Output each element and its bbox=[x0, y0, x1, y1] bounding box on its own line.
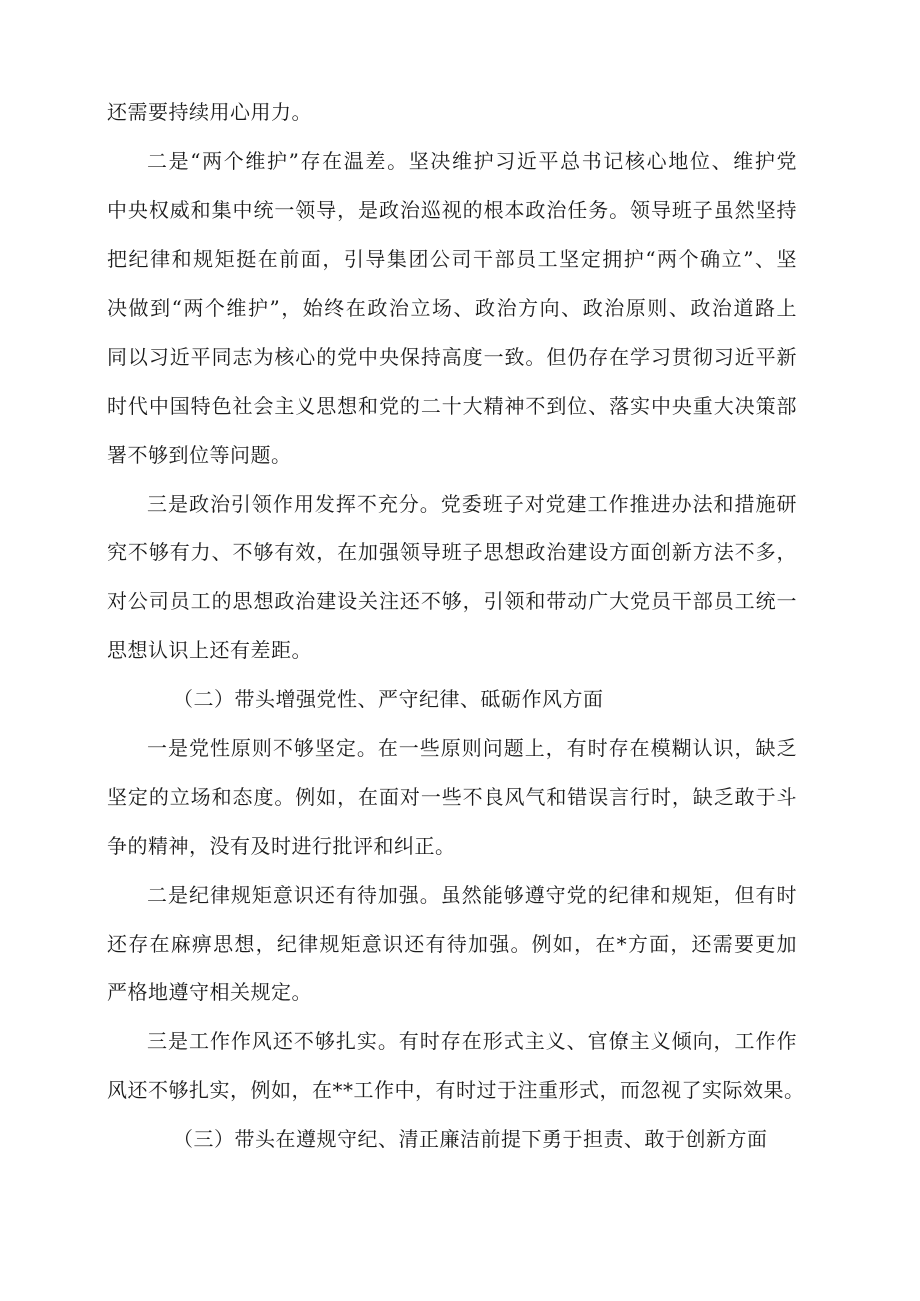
text-line: 中央权威和集中统一领导，是政治巡视的根本政治任务。领导班子虽然坚持 bbox=[107, 198, 797, 222]
text-line: 三是工作作风还不够扎实。有时存在形式主义、官僚主义倾向，工作作 bbox=[147, 1029, 797, 1053]
text-line: 同以习近平同志为核心的党中央保持高度一致。但仍存在学习贯彻习近平新 bbox=[107, 345, 797, 369]
text-line: 还存在麻痹思想，纪律规矩意识还有待加强。例如，在*方面，还需要更加 bbox=[107, 932, 797, 956]
text-line: 把纪律和规矩挺在前面，引导集团公司干部员工坚定拥护“两个确立”、坚 bbox=[107, 247, 797, 271]
text-line: 争的精神，没有及时进行批评和纠正。 bbox=[107, 834, 456, 858]
text-line: 风还不够扎实，例如，在**工作中，有时过于注重形式，而忽视了实际效果。 bbox=[107, 1078, 805, 1102]
section-heading: （三）带头在遵规守纪、清正廉洁前提下勇于担责、敢于创新方面 bbox=[173, 1127, 768, 1151]
text-line: 二是“两个维护”存在温差。坚决维护习近平总书记核心地位、维护党 bbox=[147, 149, 797, 173]
text-line: 时代中国特色社会主义思想和党的二十大精神不到位、落实中央重大决策部 bbox=[107, 394, 797, 418]
text-line: 三是政治引领作用发挥不充分。党委班子对党建工作推进办法和措施研 bbox=[147, 492, 797, 516]
text-line: 二是纪律规矩意识还有待加强。虽然能够遵守党的纪律和规矩，但有时 bbox=[147, 883, 797, 907]
text-line: 一是党性原则不够坚定。在一些原则问题上，有时存在模糊认识，缺乏 bbox=[147, 736, 797, 760]
text-line: 严格地遵守相关规定。 bbox=[107, 980, 312, 1004]
text-line: 决做到“两个维护”，始终在政治立场、政治方向、政治原则、政治道路上 bbox=[107, 296, 797, 320]
text-line: 对公司员工的思想政治建设关注还不够，引领和带动广大党员干部员工统一 bbox=[107, 589, 797, 613]
section-heading: （二）带头增强党性、严守纪律、砥砺作风方面 bbox=[173, 687, 604, 711]
text-line: 坚定的立场和态度。例如，在面对一些不良风气和错误言行时，缺乏敢于斗 bbox=[107, 785, 797, 809]
text-line: 还需要持续用心用力。 bbox=[107, 100, 312, 124]
text-line: 究不够有力、不够有效，在加强领导班子思想政治建设方面创新方法不多， bbox=[107, 540, 797, 564]
text-line: 思想认识上还有差距。 bbox=[107, 638, 312, 662]
text-line: 署不够到位等问题。 bbox=[107, 443, 292, 467]
